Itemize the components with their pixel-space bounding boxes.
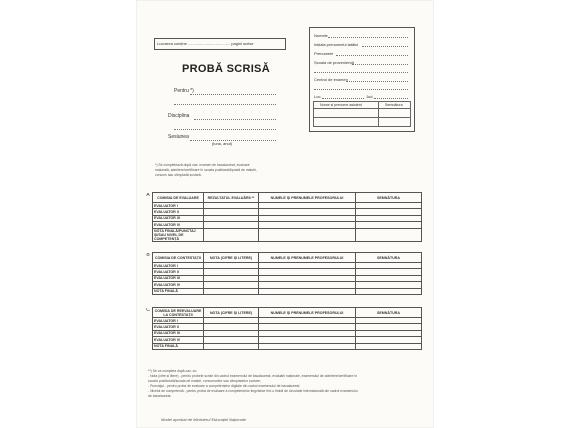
table-row (144, 228, 422, 241)
scoala-line[interactable] (352, 64, 408, 65)
loc-line[interactable] (322, 98, 364, 99)
note-star-2: națională, admitere/certificare în școala postliceală/postă de maiștri, (155, 168, 257, 172)
row-label: EVALUATOR IV (153, 337, 204, 343)
page-title: PROBĂ SCRISĂ (182, 63, 270, 75)
row-label: NOTA FINALĂ (153, 288, 204, 294)
prenumele-label: Prenumele (314, 51, 334, 56)
sesiunea-label: Sesiunea (168, 134, 189, 140)
row-label: NOTA FINALĂ (153, 343, 204, 349)
col-header: SEMNĂTURA (356, 193, 422, 203)
scoala-line-2[interactable] (314, 72, 408, 73)
table-letter: B (146, 252, 150, 258)
col-header: COMISIA DE CONTESTAȚII (153, 253, 204, 263)
assistant-table-divider-v (378, 101, 379, 127)
row-label: EVALUATOR II (153, 209, 204, 215)
assistant-signature-header: Semnătura (385, 103, 403, 107)
assistant-table-divider-h2 (313, 117, 411, 118)
sesiunea-line[interactable] (190, 140, 276, 141)
assistant-table-divider-h (313, 108, 411, 109)
signature-cell[interactable] (356, 228, 422, 241)
row-label: EVALUATOR I (153, 263, 204, 269)
footnote-6: de bacalaureat. (148, 394, 172, 398)
name-cell[interactable] (259, 288, 356, 294)
table-reevaluare (144, 307, 422, 350)
name-cell[interactable] (259, 343, 356, 349)
note-star-3: concurs sau olimpiadă școlară. (155, 173, 202, 177)
table-row (144, 343, 422, 349)
col-header: REZULTATUL EVALUĂRII ** (204, 193, 259, 203)
col-header: COMISIA DE EVALUARE (153, 193, 204, 203)
row-label: EVALUATOR III (153, 215, 204, 221)
pentru-label: Pentru *) (174, 88, 194, 94)
footer-approval: Model aprobat de Ministerul Educației Naționale (161, 417, 246, 422)
grade-cell[interactable] (204, 288, 259, 294)
col-header: NOTA (CIFRE ȘI LITERE) (204, 308, 259, 318)
loc-label: Loc. (314, 94, 322, 99)
col-header: NUMELE ȘI PRENUMELE PROFESORULUI (259, 193, 356, 203)
table-row (144, 288, 422, 294)
signature-cell[interactable] (356, 343, 422, 349)
numele-label: Numele (314, 33, 328, 38)
col-header: NUMELE ȘI PRENUMELE PROFESORULUI (259, 308, 356, 318)
initiala-label: Inițiala prenumelui tatălui (314, 42, 359, 47)
disciplina-line[interactable] (194, 119, 276, 120)
col-header: SEMNĂTURA (356, 253, 422, 263)
col-header: NOTA (CIFRE ȘI LITERE) (204, 253, 259, 263)
centrul-line[interactable] (346, 81, 408, 82)
row-label: EVALUATOR I (153, 203, 204, 209)
disciplina-line-2[interactable] (174, 129, 276, 130)
footnote-1: **) Se va completa după caz, cu: (148, 369, 198, 373)
assistant-name-header: Nume și prenume asistent (320, 103, 362, 107)
centrul-label: Centrul de examen (314, 77, 348, 82)
scoala-label: Școala de proveniență (314, 60, 354, 65)
row-label: EVALUATOR II (153, 269, 204, 275)
col-header: SEMNĂTURA (356, 308, 422, 318)
jud-label: Jud. (366, 94, 374, 99)
name-cell[interactable] (259, 228, 356, 241)
footnote-4: - Punctajul - pentru proba de evaluare a competențelor digitale din cadrul examenului de bacalaureat; (148, 384, 301, 388)
table-evaluare (144, 192, 422, 242)
row-label: EVALUATOR III (153, 275, 204, 281)
grade-cell[interactable] (204, 343, 259, 349)
col-header: COMISIA DE REEVALUARE LA CONTESTAȚII (153, 308, 204, 318)
table-letter: C (146, 307, 150, 313)
row-label: EVALUATOR IV (153, 282, 204, 288)
pentru-line[interactable] (190, 94, 276, 95)
row-label: EVALUATOR IV (153, 222, 204, 228)
footnote-5: - Nivelul de competență - pentru proba de evaluare a competențelor lingvistice într-o limbă de circulație internațională din cadrul examenului (148, 389, 358, 393)
centrul-line-2[interactable] (314, 89, 408, 90)
row-label: EVALUATOR III (153, 330, 204, 336)
page-count-label: Lucrarea conține ...................................... pagini scrise (157, 41, 254, 46)
col-header: NUMELE ȘI PRENUMELE PROFESORULUI (259, 253, 356, 263)
jud-line[interactable] (374, 98, 408, 99)
note-star-1: *) Se completează după caz: examen de bacalaureat, evaluare (155, 163, 250, 167)
disciplina-label: Disciplina (168, 113, 190, 119)
footnote-3: școala postliceală/școala de maiștri, concursurilor sau olimpiadelor școlare; (148, 379, 261, 383)
row-label: EVALUATOR I (153, 318, 204, 324)
grade-cell[interactable] (204, 228, 259, 241)
pentru-line-2[interactable] (174, 104, 276, 105)
initiala-line[interactable] (362, 46, 408, 47)
sesiunea-hint: (luna, anul) (212, 141, 233, 146)
table-letter: A (146, 192, 150, 198)
table-contestatii (144, 252, 422, 295)
prenumele-line[interactable] (336, 55, 408, 56)
row-label: NOTA FINALĂ/PUNCTAJ ȘI/SAU NIVEL DE COMPETENȚĂ (153, 228, 204, 241)
row-label: EVALUATOR II (153, 324, 204, 330)
numele-line[interactable] (328, 37, 408, 38)
signature-cell[interactable] (356, 288, 422, 294)
footnote-2: - Nota (cifre și litere) - pentru probele scrise din cadrul examenului de bacalaureat, evaluării naționale, examenului de admitere/certificare în (148, 374, 358, 378)
